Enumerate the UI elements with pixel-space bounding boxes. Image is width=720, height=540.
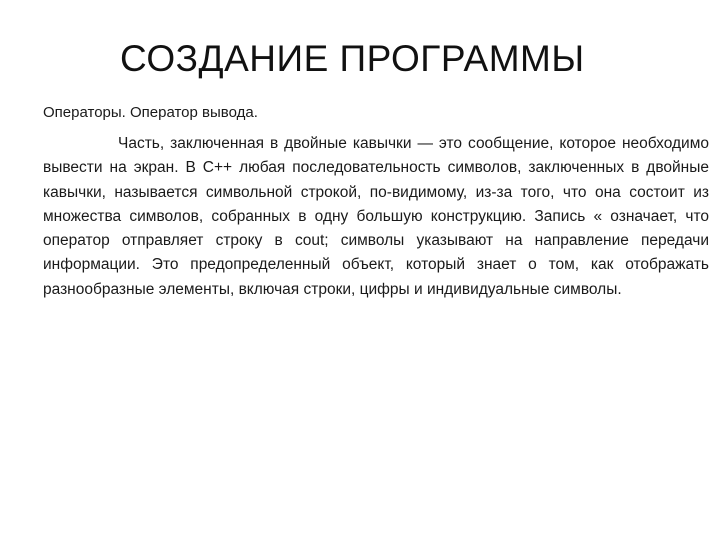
slide-subtitle: Операторы. Оператор вывода.	[43, 104, 258, 121]
body-paragraph: Часть, заключенная в двойные кавычки — это сообщение, которое необходимо вывести на экран. В С++ любая последовательность символов, заключенных в двойные кавычки, называется символьной строкой, по-видимому, из-за того, что она состоит из множества символов, собранных в одну большую конструкцию. Запись « означает, что оператор отправляет строку в cout; символы указывают на направление передачи информации. Это предопределенный объект, который знает о том, как отображать разнообразные элементы, включая строки, цифры и индивидуальные символы.	[43, 135, 709, 298]
slide-title: СОЗДАНИЕ ПРОГРАММЫ	[120, 38, 585, 79]
